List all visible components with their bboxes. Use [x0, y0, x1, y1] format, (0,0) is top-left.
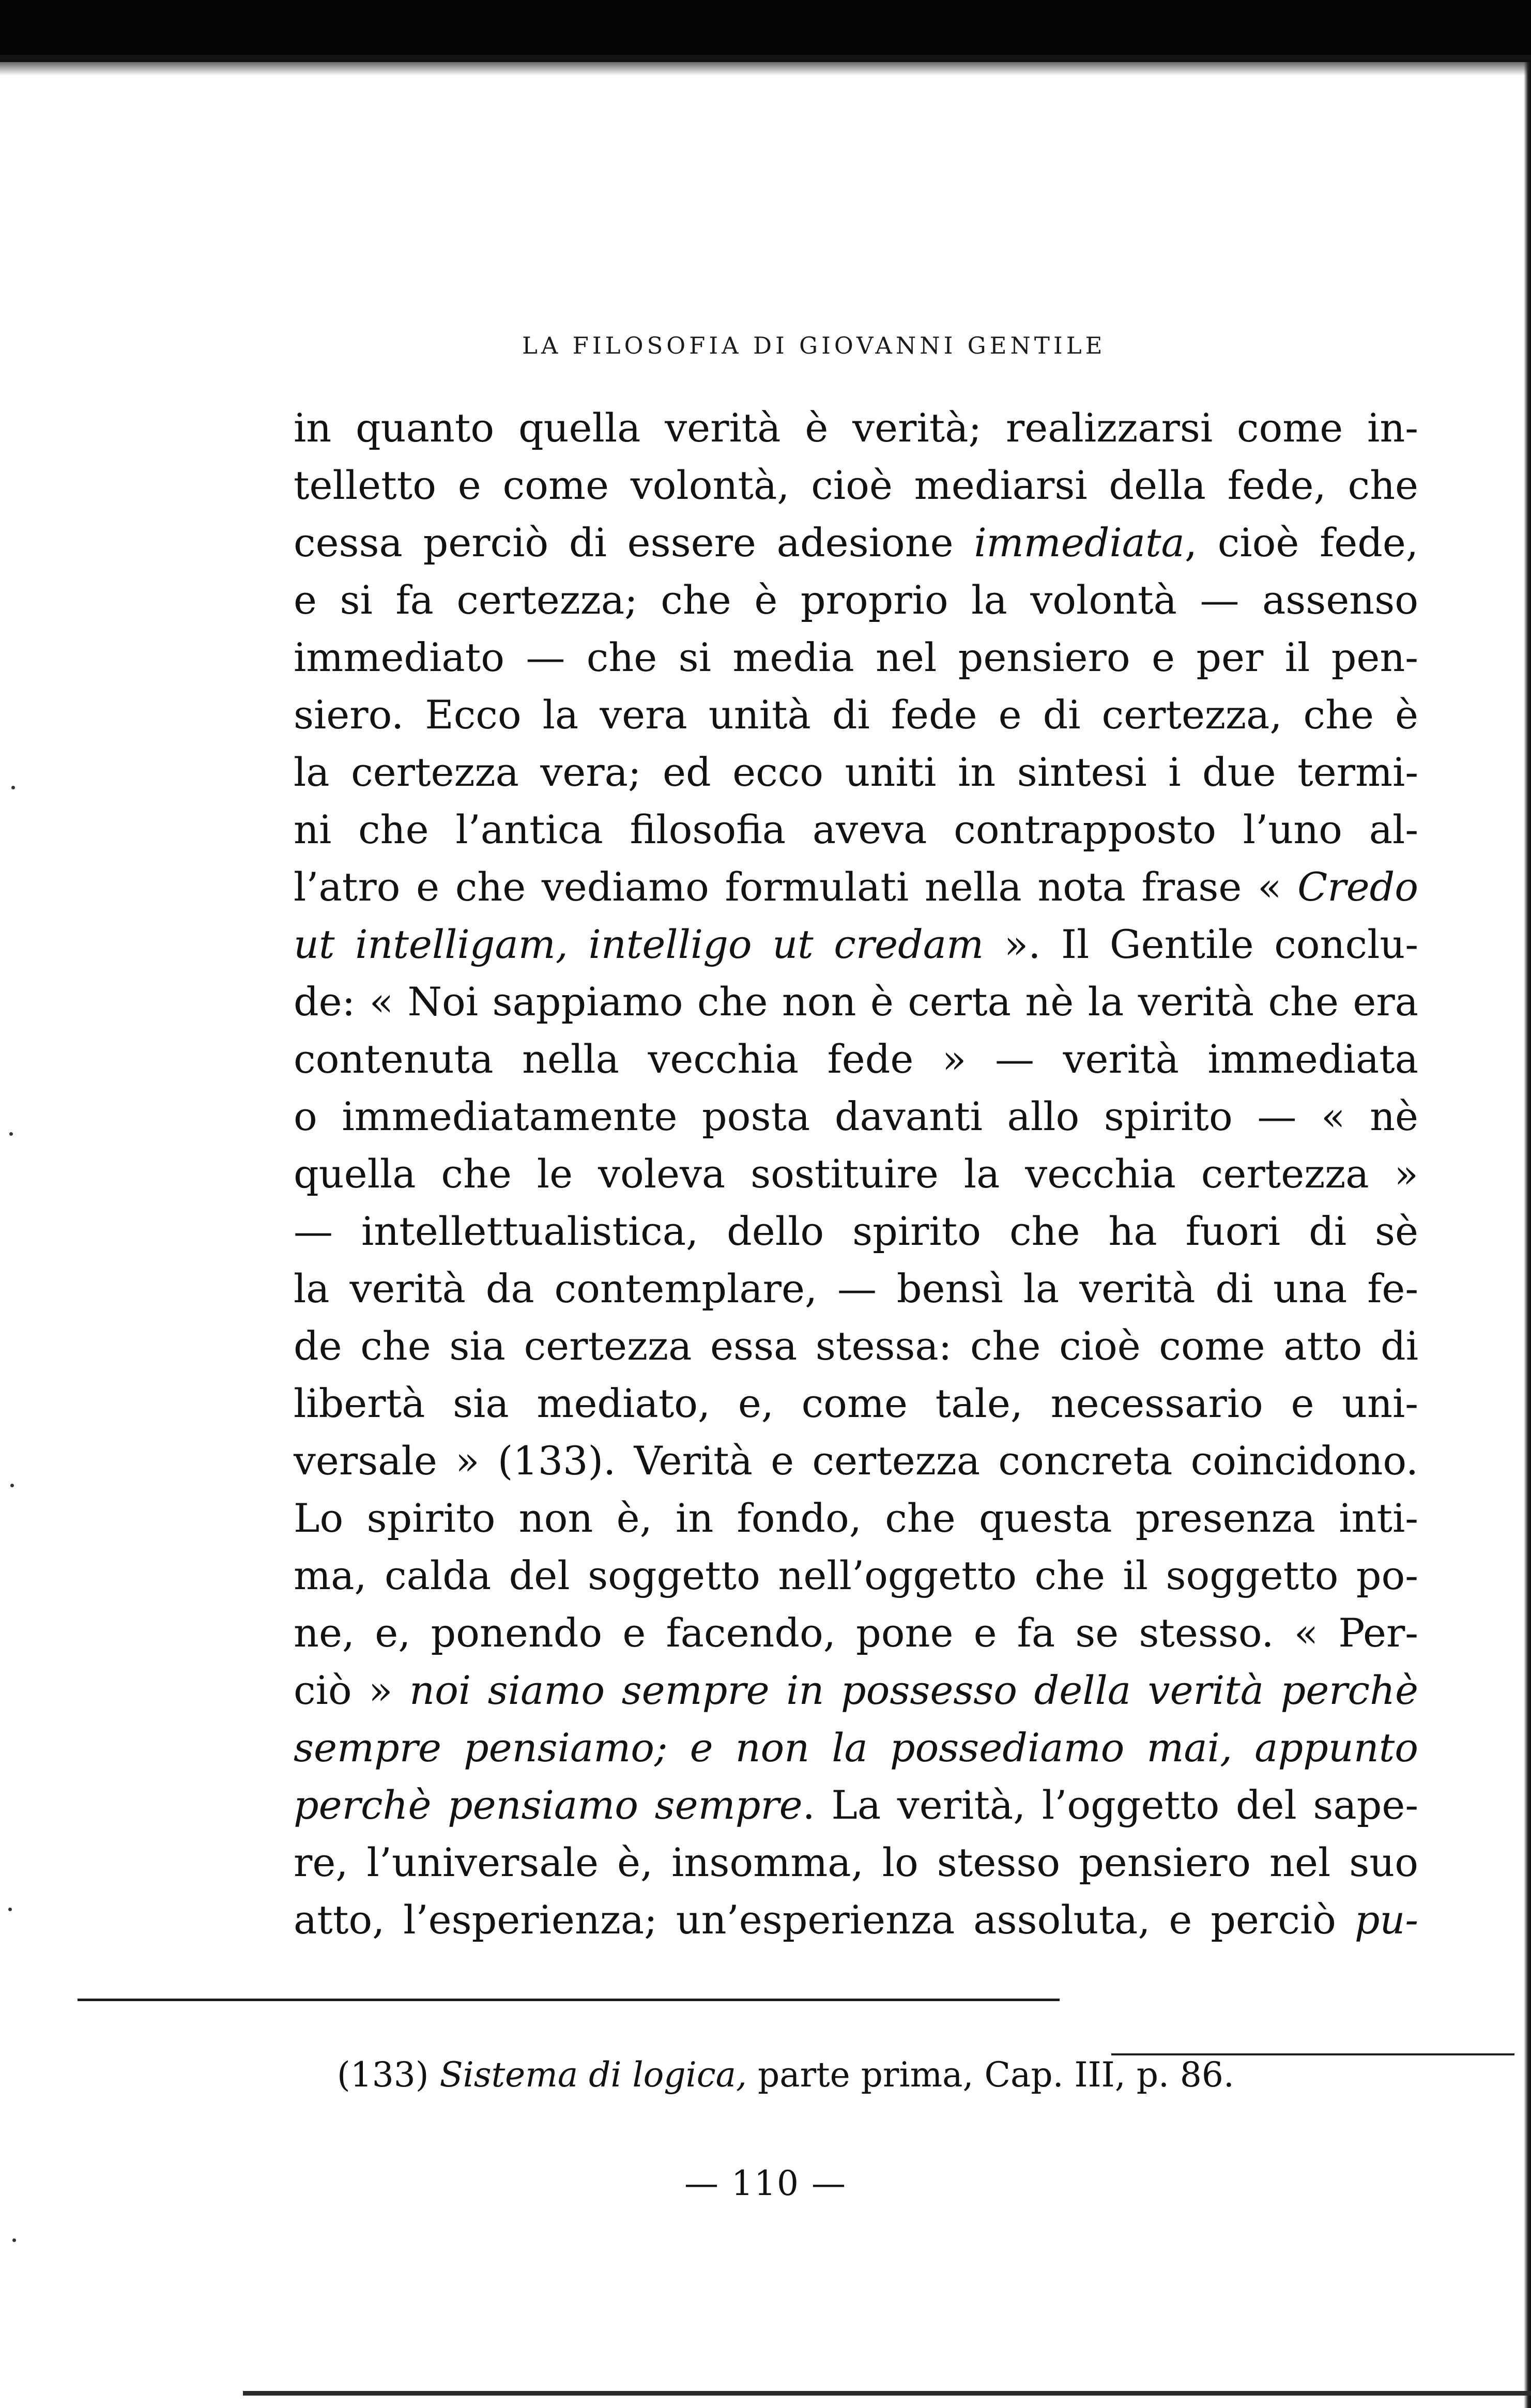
scan-top-edge [0, 0, 1531, 62]
italic-segment: sempre pensiamo; e non la possediamo mai, appunto [294, 1725, 1418, 1771]
text-line [294, 1604, 1418, 1662]
text-line [294, 1719, 1418, 1776]
scan-speck [11, 786, 15, 789]
text-line [294, 1834, 1418, 1891]
text-line [294, 1260, 1418, 1317]
text-line [294, 916, 1418, 973]
text-segment: atto, l’esperienza; un’esperienza assoluta, e perciò [294, 1897, 1355, 1943]
text-segment: in quanto quella verità è verità; realizzarsi come in- [294, 405, 1418, 451]
italic-segment: Credo [1297, 864, 1418, 910]
text-segment: de: « Noi sappiamo che non è certa nè la verità che era [294, 979, 1418, 1025]
text-line [294, 1662, 1418, 1719]
text-line [294, 1030, 1418, 1088]
text-segment: e si fa certezza; che è proprio la volontà — assenso [294, 577, 1418, 623]
text-segment: libertà sia mediato, e, come tale, necessario e uni- [294, 1380, 1418, 1426]
text-line [294, 743, 1418, 801]
text-segment: — intellettualistica, dello spirito che ha fuori di sè [294, 1208, 1418, 1254]
scan-speck [8, 1908, 12, 1911]
italic-segment: ut intelligam, intelligo ut credam [294, 921, 984, 967]
text-segment: cessa perciò di essere adesione [294, 520, 974, 566]
scan-right-edge [1524, 62, 1531, 2408]
scan-speck [12, 2238, 16, 2242]
italic-segment: immediata [974, 520, 1185, 566]
footnote-number: (133) [337, 2055, 429, 2095]
text-line [294, 1375, 1418, 1432]
italic-segment: noi siamo sempre in possesso della verità perchè [409, 1667, 1418, 1713]
text-line [294, 801, 1418, 858]
text-segment: ». Il Gentile conclu- [984, 921, 1418, 967]
text-segment: Lo spirito non è, in fondo, che questa presenza inti- [294, 1495, 1418, 1541]
text-segment: versale » (133). Verità e certezza concreta coincidono. [294, 1438, 1418, 1484]
italic-segment: pu- [1354, 1897, 1418, 1943]
footnote-reference: parte prima, Cap. III, p. 86. [757, 2055, 1234, 2095]
text-line [294, 858, 1418, 916]
text-line [294, 1776, 1418, 1834]
text-line [294, 456, 1418, 514]
text-segment: siero. Ecco la vera unità di fede e di certezza, che è [294, 692, 1418, 738]
page-number: — 110 — [684, 2163, 847, 2203]
text-segment: quella che le voleva sostituire la vecchia certezza » [294, 1151, 1418, 1197]
text-line [294, 1547, 1418, 1604]
text-line [294, 1317, 1418, 1375]
footnote-title: Sistema di logica, [439, 2055, 747, 2095]
footnote-rule [78, 1999, 1060, 2001]
footnote [337, 2055, 1234, 2095]
text-line [294, 1489, 1418, 1547]
text-segment: immediato — che si media nel pensiero e per il pen- [294, 634, 1418, 680]
text-segment: telletto e come volontà, cioè mediarsi della fede, che [294, 462, 1418, 508]
scan-speck [9, 1132, 13, 1136]
text-segment: ne, e, ponendo e facendo, pone e fa se stesso. « Per- [294, 1610, 1418, 1656]
scan-bottom-edge [243, 2391, 1531, 2396]
text-line [294, 571, 1418, 629]
text-segment: , cioè fede, [1184, 520, 1418, 566]
text-line [294, 1432, 1418, 1489]
running-head: LA FILOSOFIA DI GIOVANNI GENTILE [522, 332, 1106, 359]
text-line [294, 1088, 1418, 1145]
body-text [294, 399, 1418, 1948]
text-segment: de che sia certezza essa stessa: che cioè come atto di [294, 1323, 1418, 1369]
text-segment: ciò » [294, 1667, 410, 1713]
text-line [294, 1891, 1418, 1948]
text-line [294, 514, 1418, 571]
text-segment: contenuta nella vecchia fede » — verità immediata [294, 1036, 1418, 1082]
text-line [294, 629, 1418, 686]
text-line [294, 973, 1418, 1030]
text-line [294, 399, 1418, 456]
scan-speck [10, 1484, 14, 1487]
text-line [294, 1202, 1418, 1260]
text-segment: . La verità, l’oggetto del sape- [802, 1782, 1418, 1828]
text-line [294, 686, 1418, 743]
italic-segment: perchè pensiamo sempre [294, 1782, 803, 1828]
text-segment: re, l’universale è, insomma, lo stesso pensiero nel suo [294, 1839, 1418, 1885]
text-segment: la certezza vera; ed ecco uniti in sintesi i due termi- [294, 749, 1418, 795]
text-segment: l’atro e che vediamo formulati nella nota frase « [294, 864, 1298, 910]
text-segment: o immediatamente posta davanti allo spirito — « nè [294, 1093, 1418, 1139]
text-segment: ma, calda del soggetto nell’oggetto che il soggetto po- [294, 1552, 1418, 1598]
text-segment: ni che l’antica filosofia aveva contrapposto l’uno al- [294, 806, 1418, 852]
text-line [294, 1145, 1418, 1202]
text-segment: la verità da contemplare, — bensì la verità di una fe- [294, 1266, 1418, 1312]
